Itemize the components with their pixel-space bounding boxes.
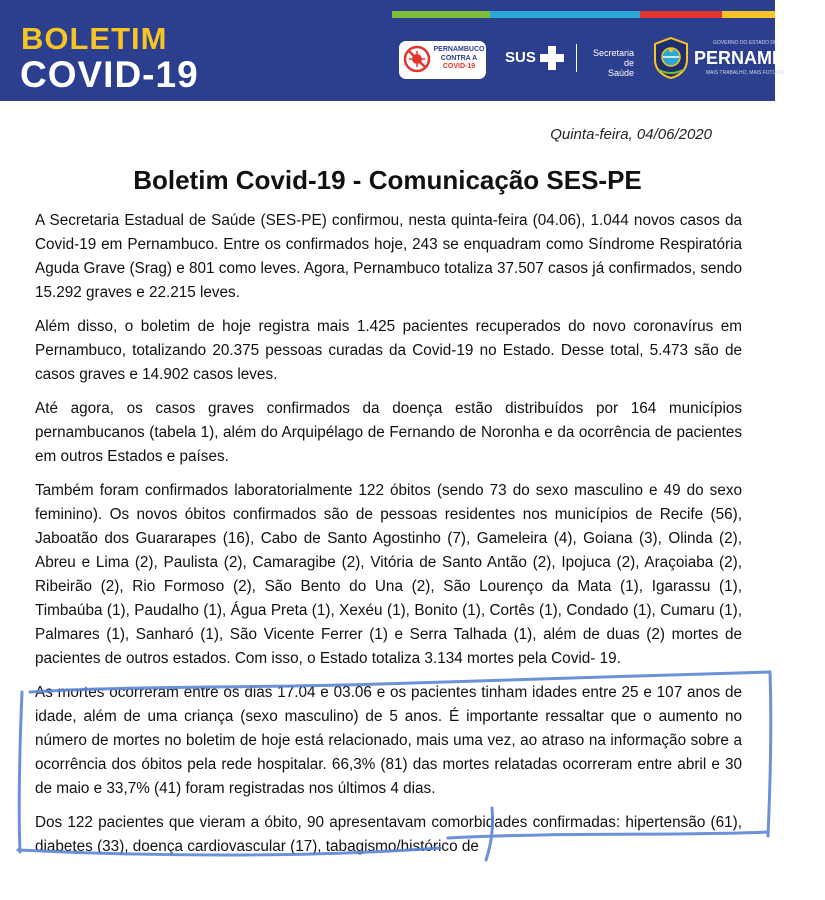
campaign-text-line1: PERNAMBUCO <box>433 46 485 53</box>
campaign-text-line3: COVID-19 <box>442 63 476 70</box>
campaign-text-line2: CONTRA A <box>440 54 478 62</box>
campaign-text <box>433 46 485 72</box>
color-stripe-yellow <box>722 11 775 18</box>
government-tagline: MAIS TRABALHO, MAIS FUTURO <box>706 70 784 76</box>
color-stripe-red <box>640 11 722 18</box>
paragraph-deaths-details: As mortes ocorreram entre os dias 17.04 e 03.06 e os pacientes tinham idades entre 25 e 107 anos de idade, além de uma criança (sexo masculino) de 5 anos. É importante ressaltar que o aumento no número de mortes no boletim de hoje está relacionado, mais uma vez, ao atraso na informação sobre a ocorrência dos óbitos pela rede hospitalar. 66,3% (81) das mortes relatadas ocorreram entre abril e 30 de maio e 33,7% (41) foram registradas nos últimos 4 dias. <box>35 684 742 797</box>
bulletin-body <box>35 209 742 869</box>
paragraph-recovered: Além disso, o boletim de hoje registra mais 1.425 pacientes recuperados do novo coronavírus em Pernambuco, totalizando 20.375 pessoas curadas da Covid-19 no Estado. Desse total, 5.473 são de casos graves e 14.902 casos leves. <box>35 318 742 383</box>
health-cross-icon <box>538 44 566 72</box>
government-label: GOVERNO DO ESTADO DE <box>713 40 778 46</box>
bulletin-date: Quinta-feira, 04/06/2020 <box>550 126 712 143</box>
secretaria-line2: Saúde <box>607 68 634 78</box>
logo-divider <box>576 44 577 72</box>
brand-title-line1: BOLETIM <box>21 21 168 56</box>
state-seal-icon <box>651 36 691 80</box>
color-stripe-cyan <box>490 11 640 18</box>
color-stripe-green <box>392 11 490 18</box>
brand-title-line2: COVID-19 <box>20 54 199 95</box>
secretaria-logo-text <box>582 48 634 78</box>
bulletin-title: Boletim Covid-19 - Comunicação SES-PE <box>133 165 642 195</box>
state-name: PERNAMBUCO <box>694 48 825 68</box>
secretaria-line1: Secretaria de <box>592 48 634 68</box>
virus-prohibited-icon <box>403 45 431 73</box>
paragraph-new-cases: A Secretaria Estadual de Saúde (SES-PE) confirmou, nesta quinta-feira (04.06), 1.044 novos casos da Covid-19 em Pernambuco. Entre os confirmados hoje, 243 se enquadram como Síndrome Respiratória Aguda Grave (Srag) e 801 como leves. Agora, Pernambuco totaliza 37.507 casos já confirmados, sendo 15.292 graves e 22.215 leves. <box>35 212 742 301</box>
paragraph-deaths: Também foram confirmados laboratorialmente 122 óbitos (sendo 73 do sexo masculino e 49 do sexo feminino). Os novos óbitos confirmados são de pessoas residentes nos municípios de Recife (56), Jaboatão dos Guararapes (16), Cabo de Santo Agostinho (7), Gameleira (4), Goiana (3), Olinda (2), Abreu e Lima (2), Paulista (2), Camaragibe (2), Vitória de Santo Antão (2), Ipojuca (2), Araçoiaba (2), Ribeirão (2), Rio Formoso (2), São Bento do Una (2), São Lourenço da Mata (1), Igarassu (1), Timbaúba (1), Paudalho (1), Água Preta (1), Xexéu (1), Bonito (1), Cortês (1), Condado (1), Cumaru (1), Palmares (1), Sanharó (1), São Vicente Ferrer (1) e Serra Talhada (1), além de duas (2) mortes de pacientes de outros estados. Com isso, o Estado totaliza 3.134 mortes pela Covid- 19. <box>35 482 742 667</box>
paragraph-distribution: Até agora, os casos graves confirmados da doença estão distribuídos por 164 municípios pernambucanos (tabela 1), além do Arquipélago de Fernando de Noronha e da ocorrência de pacientes em outros Estados e países. <box>35 400 742 465</box>
campaign-badge <box>399 41 486 79</box>
bulletin-header <box>0 0 825 101</box>
sus-logo-text: SUS <box>505 49 536 66</box>
paragraph-comorbidities: Dos 122 pacientes que vieram a óbito, 90 apresentavam comorbidades confirmadas: hipertensão (61), diabetes (33), doença cardiovascular (17), tabagismo/histórico de <box>35 814 742 855</box>
